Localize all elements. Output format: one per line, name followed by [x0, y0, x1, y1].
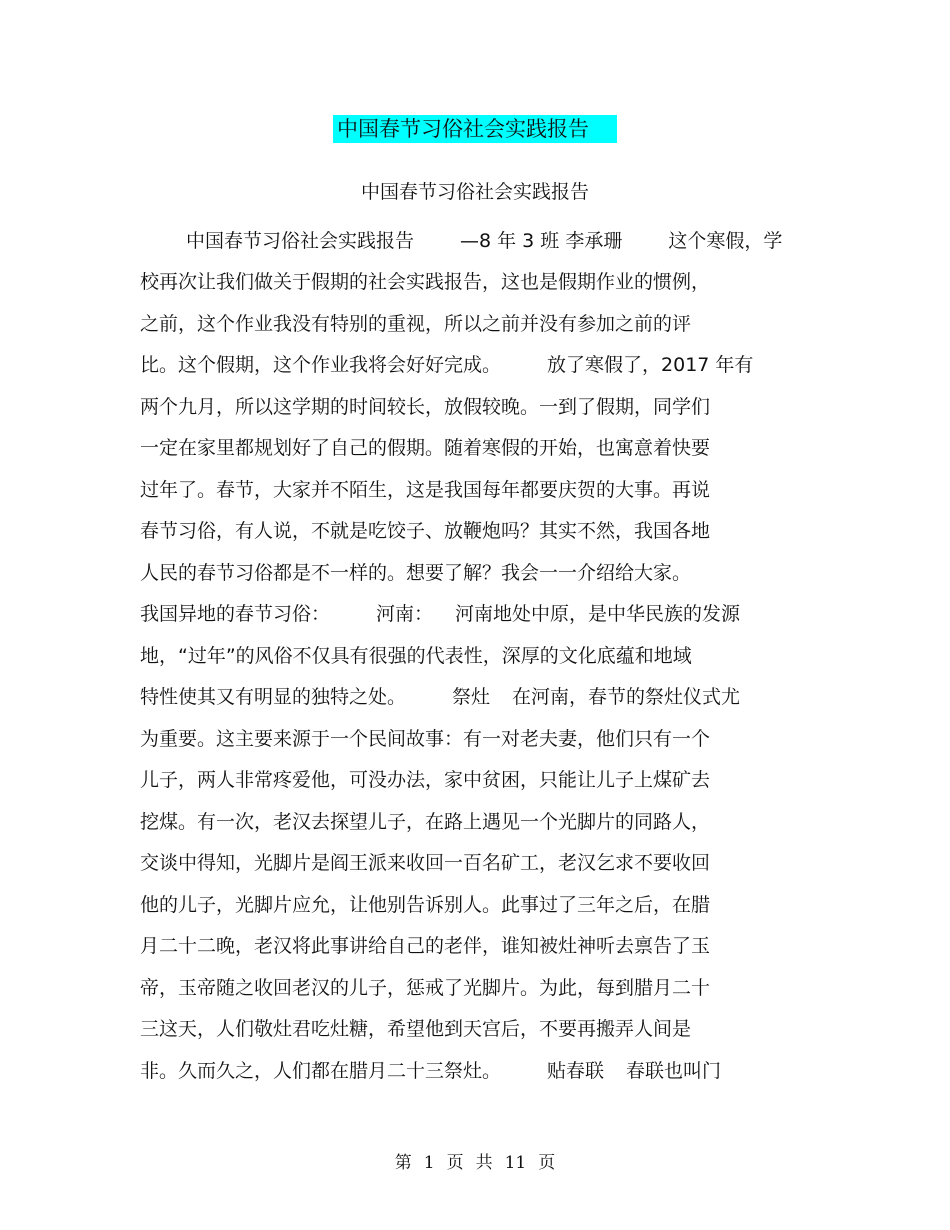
- text-segment: 儿子，两人非常疼爱他，可没办法，家中贫困，只能让儿子上煤矿去: [140, 769, 711, 792]
- text-segment: 为重要。这主要来源于一个民间故事：有一对老夫妻，他们只有一个: [140, 727, 711, 750]
- page-footer: [0, 1150, 950, 1176]
- footer-page-word: 页: [446, 1153, 464, 1173]
- text-segment: 过年了。春节，大家并不陌生，这是我国每年都要庆贺的大事。再说: [140, 478, 711, 501]
- text-line: [140, 1009, 820, 1051]
- document-subtitle: 中国春节习俗社会实践报告: [360, 181, 589, 203]
- text-segment: 河南：: [376, 603, 434, 626]
- text-line: [140, 386, 820, 428]
- text-segment: 比。这个假期，这个作业我将会好好完成。: [140, 354, 502, 377]
- text-segment: 放了寒假了，2017 年有: [547, 354, 754, 377]
- footer-total-prefix: 共: [475, 1153, 493, 1173]
- text-segment: 两个九月，所以这学期的时间较长，放假较晚。一到了假期，同学们: [140, 395, 711, 418]
- highlighted-title: 中国春节习俗社会实践报告: [333, 115, 617, 143]
- text-segment: 挖煤。有一次，老汉去探望儿子，在路上遇见一个光脚片的同路人，: [140, 810, 711, 833]
- text-line: [140, 760, 820, 802]
- text-line: [140, 677, 820, 719]
- text-segment: —8 年 3 班 李承珊: [460, 229, 623, 252]
- text-line: [140, 884, 820, 926]
- text-segment: 交谈中得知，光脚片是阎王派来收回一百名矿工，老汉乞求不要收回: [140, 852, 711, 875]
- text-line: [140, 262, 820, 304]
- footer-total-suffix: 页: [538, 1153, 556, 1173]
- text-line: [140, 718, 820, 760]
- body-text: [140, 220, 820, 1092]
- text-segment: 非。久而久之，人们都在腊月二十三祭灶。: [140, 1059, 502, 1082]
- document-title: [0, 114, 950, 144]
- text-line: [140, 552, 820, 594]
- text-segment: 校再次让我们做关于假期的社会实践报告，这也是假期作业的惯例，: [140, 271, 711, 294]
- text-segment: 在河南，春节的祭灶仪式尤: [512, 686, 741, 709]
- text-line: [140, 926, 820, 968]
- text-line: [140, 220, 820, 262]
- text-line: [140, 303, 820, 345]
- text-line: [140, 843, 820, 885]
- text-segment: 地，“过年”的风俗不仅具有很强的代表性，深厚的文化底蕴和地域: [140, 644, 692, 667]
- text-line: [140, 1050, 820, 1092]
- text-segment: 这个寒假，学: [668, 229, 783, 252]
- text-segment: 贴春联: [547, 1059, 605, 1082]
- text-segment: 祭灶: [452, 686, 491, 709]
- text-segment: 春节习俗，有人说，不就是吃饺子、放鞭炮吗？其实不然，我国各地: [140, 520, 711, 543]
- text-segment: 人民的春节习俗都是不一样的。想要了解？我会一一介绍给大家。: [140, 561, 692, 584]
- text-segment: 三这天，人们敬灶君吃灶糖，希望他到天宫后，不要再搬弄人间是: [140, 1018, 692, 1041]
- text-segment: 中国春节习俗社会实践报告: [186, 229, 415, 252]
- text-segment: 帝，玉帝随之收回老汉的儿子，惩戒了光脚片。为此，每到腊月二十: [140, 976, 711, 999]
- footer-prefix: 第: [394, 1153, 412, 1173]
- text-line: [140, 594, 820, 636]
- text-segment: 一定在家里都规划好了自己的假期。随着寒假的开始，也寓意着快要: [140, 437, 711, 460]
- text-segment: 他的儿子，光脚片应允，让他别告诉别人。此事过了三年之后，在腊: [140, 893, 711, 916]
- text-segment: 月二十二晚，老汉将此事讲给自己的老伴，谁知被灶神听去禀告了玉: [140, 935, 711, 958]
- text-segment: 特性使其又有明显的独特之处。: [140, 686, 407, 709]
- text-segment: 我国异地的春节习俗：: [140, 603, 331, 626]
- text-line: [140, 635, 820, 677]
- text-line: [140, 801, 820, 843]
- text-segment: 春联也叫门: [626, 1059, 722, 1082]
- text-line: [140, 511, 820, 553]
- text-segment: 河南地处中原，是中华民族的发源: [455, 603, 741, 626]
- current-page-number: 1: [423, 1153, 435, 1173]
- text-line: [140, 345, 820, 387]
- text-line: [140, 469, 820, 511]
- text-segment: 之前，这个作业我没有特别的重视，所以之前并没有参加之前的评: [140, 312, 692, 335]
- text-line: [140, 967, 820, 1009]
- text-line: [140, 428, 820, 470]
- total-page-count: 11: [504, 1153, 527, 1173]
